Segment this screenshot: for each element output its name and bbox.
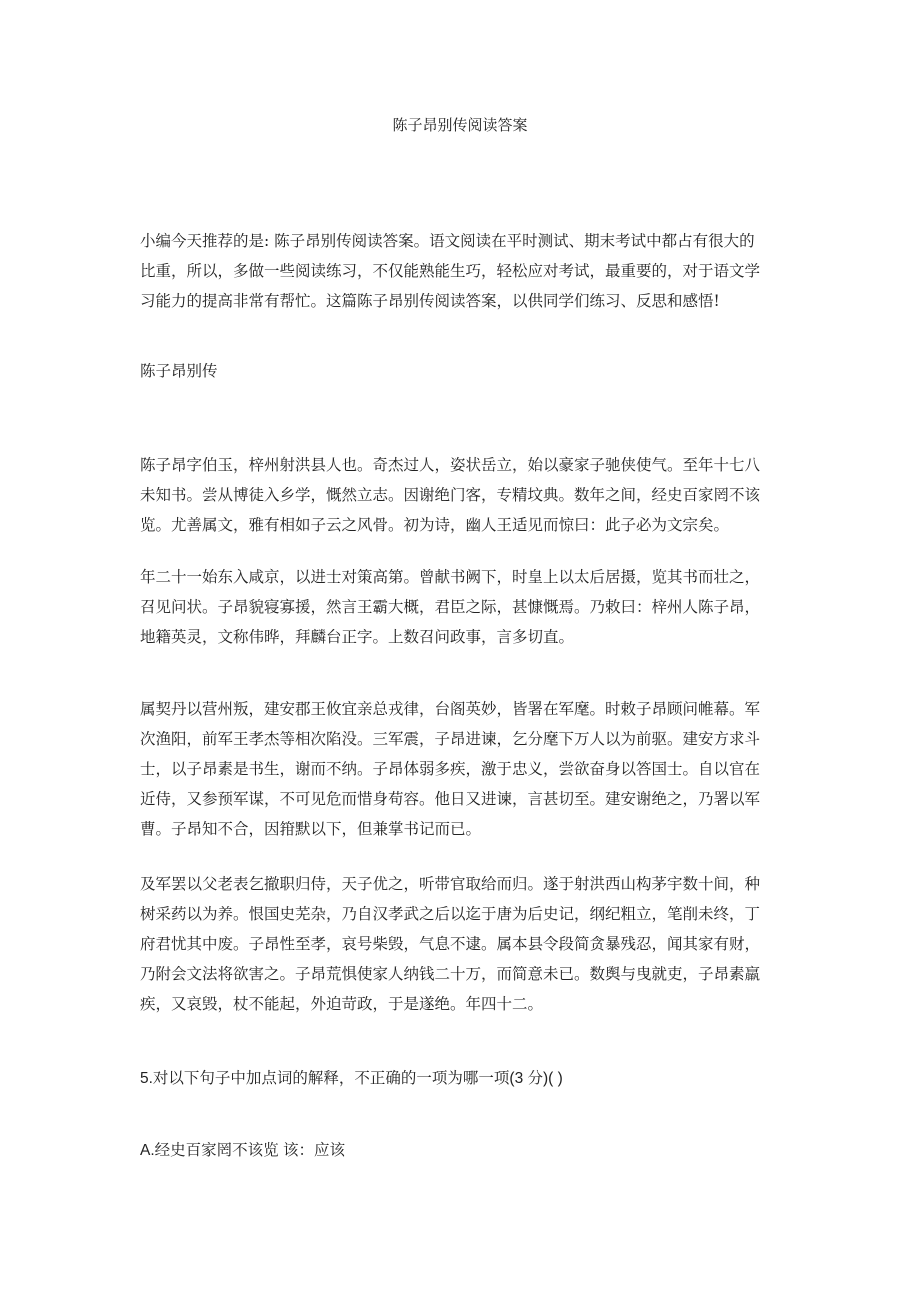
text-line: 曹。子昂知不合，因箝默以下，但兼掌书记而已。 [140,820,482,838]
question-5 [140,1064,800,1094]
section-heading [140,356,800,386]
passage-paragraph-3 [140,694,800,844]
passage-paragraph-1 [140,450,800,540]
text-line: 览。尤善属文，雅有相如子云之风骨。初为诗，幽人王适见而惊曰：此子必为文宗矣。 [140,516,730,534]
option-text: A.经史百家罔不该览 该：应该 [140,1142,345,1159]
text-line: 及军罢以父老表乞撤职归侍，天子优之，听带官取给而归。遂于射洪西山构茅宇数十间，种 [140,875,761,893]
text-line: 属契丹以营州叛，建安郡王攸宜亲总戎律，台阁英妙，皆署在军麾。时敕子昂顾问帷幕。军 [140,700,761,718]
passage-paragraph-2 [140,562,800,652]
text-line: 士，以子昂素是书生，谢而不纳。子昂体弱多疾，激于忠义，尝欲奋身以答国士。自以官在 [140,760,761,778]
text-line: 年二十一始东入咸京，以进士对策高第。曾献书阙下，时皇上以太后居摄，览其书而壮之， [140,568,761,586]
document-title: 陈子昂别传阅读答案 [392,116,528,134]
text-line: 陈子昂字伯玉，梓州射洪县人也。奇杰过人，姿状岳立，始以豪家子驰侠使气。至年十七八 [140,456,761,474]
text-line: 疾，又哀毁，杖不能起，外迫苛政，于是遂绝。年四十二。 [140,995,544,1013]
text-line: 树采药以为养。恨国史芜杂，乃自汉孝武之后以迄于唐为后史记，纲纪粗立，笔削未终，丁 [140,905,761,923]
text-line: 比重，所以，多做一些阅读练习，不仅能熟能生巧，轻松应对考试，最重要的，对于语文学 [140,262,761,280]
passage-paragraph-4 [140,869,800,1019]
question-text: 5.对以下句子中加点词的解释，不正确的一项为哪一项(3 分)( ) [140,1070,563,1087]
text-line: 召见问状。子昂貌寝寡援，然言王霸大概，君臣之际，甚慷慨焉。乃敕曰：梓州人陈子昂， [140,598,761,616]
text-line: 次渔阳，前军王孝杰等相次陷没。三军震，子昂进谏，乞分麾下万人以为前驱。建安方求斗 [140,730,761,748]
text-line: 乃附会文法将欲害之。子昂荒惧使家人纳钱二十万，而简意未已。数舆与曳就吏，子昂素羸 [140,965,761,983]
text-line: 近侍，又参预军谋，不可见危而惜身苟容。他日又进谏，言甚切至。建安谢绝之，乃署以军 [140,790,761,808]
text-line: 地籍英灵，文称伟晔，拜麟台正字。上数召问政事，言多切直。 [140,628,575,646]
text-line: 府君忧其中废。子昂性至孝，哀号柴毁，气息不逮。属本县令段简贪暴残忍，闻其家有财， [140,935,761,953]
text-line: 陈子昂别传 [140,362,218,380]
text-line: 未知书。尝从博徒入乡学，慨然立志。因谢绝门客，专精坟典。数年之间，经史百家罔不该 [140,486,761,504]
text-line: 小编今天推荐的是: 陈子昂别传阅读答案。语文阅读在平时测试、期末考试中都占有很大的 [140,232,755,250]
option-a [140,1136,800,1166]
intro-paragraph [140,226,800,316]
text-line: 习能力的提高非常有帮忙。这篇陈子昂别传阅读答案，以供同学们练习、反思和感悟! [140,292,720,310]
